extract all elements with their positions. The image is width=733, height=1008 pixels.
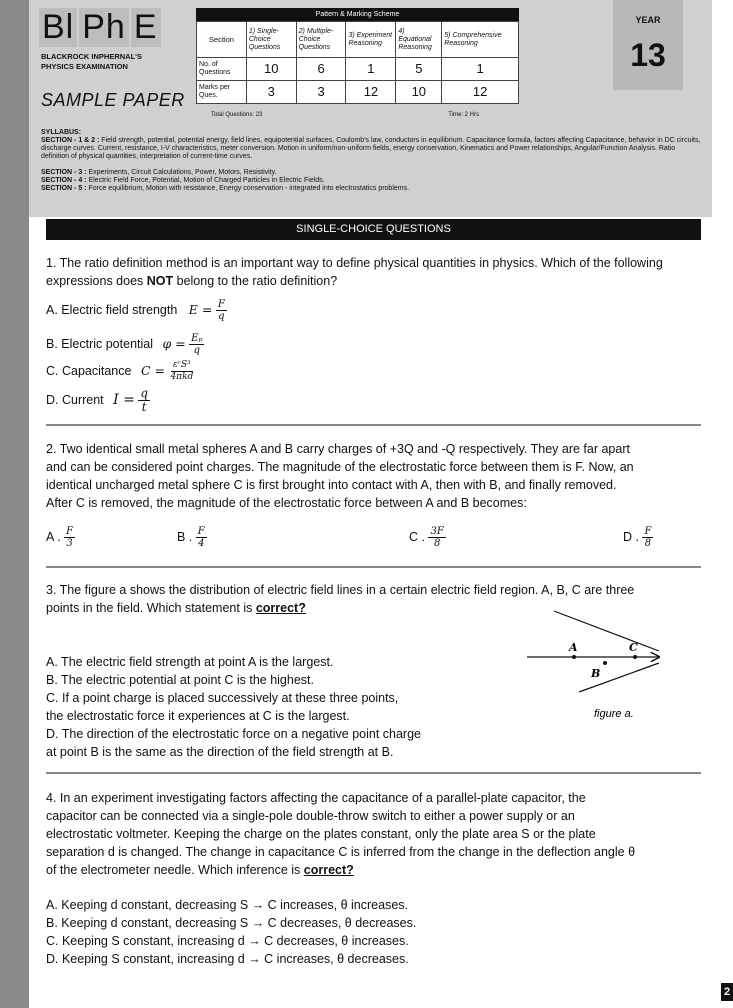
q1-option-b: B. Electric potential φ = $\frac{\text{Eₚ}}{q}$ xyxy=(46,333,203,356)
logo-part-1: Bl xyxy=(39,8,77,47)
q4-options xyxy=(46,896,701,968)
cell: 12 xyxy=(442,81,519,104)
syllabus-s4: SECTION - 4 : Electric Field Force, Potential, Motion of Charged Particles in Electric Fields. xyxy=(41,177,325,184)
year-value: 13 xyxy=(630,37,666,73)
left-sidebar-strip xyxy=(0,0,29,1008)
label-b: B xyxy=(591,667,601,680)
col-header: 4) Equational Reasoning xyxy=(396,22,442,58)
q2-line: and can be considered point charges. The magnitude of the electrostatic force between them is F. Now, an xyxy=(46,460,634,474)
q2-option-a: A . $\frac{F}{3}$ xyxy=(46,526,74,549)
row-label: No. of Questions xyxy=(197,58,247,81)
figure-caption: figure a. xyxy=(594,708,634,720)
time-limit: Time: 2 Hrs xyxy=(448,112,479,118)
syllabus-s5: SECTION - 5 : Force equilibrium, Motion with resistance, Energy conservation - integrated into electrostatics problems. xyxy=(41,185,410,192)
school-line-1: BLACKROCK INPHERNAL'S xyxy=(41,52,142,61)
q3-line: points in the field. Which statement is correct? xyxy=(46,601,306,615)
q4-line: electrostatic voltmeter. Keeping the charge on the plates constant, only the plate area S or the plate xyxy=(46,827,596,841)
logo xyxy=(39,8,163,47)
header-band xyxy=(29,0,712,217)
q4-line: separation d is changed. The change in capacitance C is inferred from the change in the deflection angle θ xyxy=(46,845,636,859)
q3-option-c-cont: the electrostatic force it experiences at C is the largest. xyxy=(46,709,350,723)
q3-line: 3. The figure a shows the distribution of electric field lines in a certain electric field region. A, B, C are three xyxy=(46,583,635,597)
q4-option-d: D. Keeping S constant, increasing d → C increases, θ decreases. xyxy=(46,952,409,966)
scheme-title: Pattern & Marking Scheme xyxy=(196,8,519,21)
point-c-dot xyxy=(633,655,637,659)
question-1-stem: 1. The ratio definition method is an important way to define physical quantities in physics. Which of the following expressions does NOT belong to the ratio definition? xyxy=(46,256,663,288)
point-b-dot xyxy=(603,661,607,665)
q2-line: identical uncharged metal sphere C is first brought into contact with A, then with B, and finally removed. xyxy=(46,478,617,492)
divider xyxy=(46,772,701,774)
q2-option-c: C . $\frac{3F}{8}$ xyxy=(409,526,444,549)
label-a: A xyxy=(569,641,578,654)
divider xyxy=(46,566,701,568)
cell: 3 xyxy=(296,81,346,104)
q2-line: 2. Two identical small metal spheres A and B carry charges of +3Q and -Q respectively. They are far apart xyxy=(46,442,630,456)
logo-part-2: Ph xyxy=(79,8,129,47)
q2-option-b: B . $\frac{F}{4}$ xyxy=(177,526,205,549)
total-questions: Total Questions: 23 xyxy=(211,112,263,118)
cell: 1 xyxy=(442,58,519,81)
row-label: Marks per Ques. xyxy=(197,81,247,104)
syllabus-s3: SECTION - 3 : Experiments, Circuit Calculations, Power, Motors, Resistivity. xyxy=(41,169,277,176)
school-name xyxy=(41,52,142,72)
syllabus xyxy=(41,129,701,193)
q4-option-a: A. Keeping d constant, decreasing S → C increases, θ increases. xyxy=(46,898,408,912)
q3-options xyxy=(46,653,476,761)
col-header: 3) Experiment Reasoning xyxy=(346,22,396,58)
label-c: C xyxy=(629,641,638,654)
q2-option-d: D . $\frac{F}{8}$ xyxy=(623,526,652,549)
col-header: 2) Multiple-Choice Questions xyxy=(296,22,346,58)
q1-option-d: D. Current I = $\frac{q}{t}$ xyxy=(46,386,149,414)
cell: 10 xyxy=(246,58,296,81)
cell: 6 xyxy=(296,58,346,81)
scheme-table xyxy=(196,21,519,104)
cell: 1 xyxy=(346,58,396,81)
cell: 12 xyxy=(346,81,396,104)
syllabus-s12: SECTION - 1 & 2 : Field strength, potential, potential energy, field lines, equipotential surfaces, Coulomb's law, conductors in equilibrium. Capacitance formula, factors affecting Capacitance, behavior in DC circuits, discharge curves. Current, resistance, I-V characteristics, meter conversion. Motion in uniform/non-uniform fields, energy conservation, Kinematics and Power relationships, Angular/Function Analysis. Ratio definition of physical quantities, interpretation of current-time curves. xyxy=(41,137,701,160)
q4-option-b: B. Keeping d constant, decreasing S → C decreases, θ decreases. xyxy=(46,916,417,930)
page-number: 2 xyxy=(721,983,733,1001)
col-header: 5) Comprehensive Reasoning xyxy=(442,22,519,58)
exam-page xyxy=(29,0,731,1008)
q4-line: of the electrometer needle. Which inference is correct? xyxy=(46,863,354,877)
q3-option-d-cont: at point B is the same as the direction of the field strength at B. xyxy=(46,745,394,759)
year-label: YEAR xyxy=(635,15,661,25)
marking-scheme xyxy=(196,8,519,104)
col-header: 1) Single-Choice Questions xyxy=(246,22,296,58)
school-line-2: PHYSICS EXAMINATION xyxy=(41,62,128,71)
section-label: Section xyxy=(197,22,247,58)
cell: 5 xyxy=(396,58,442,81)
q3-option-c: C. If a point charge is placed successively at these three points, xyxy=(46,691,399,705)
q4-line: capacitor can be connected via a single-pole double-throw switch to either a power supply or an xyxy=(46,809,575,823)
q3-option-a: A. The electric field strength at point A is the largest. xyxy=(46,655,334,669)
field-lines-figure xyxy=(519,605,689,725)
q4-line: 4. In an experiment investigating factors affecting the capacitance of a parallel-plate capacitor, the xyxy=(46,791,586,805)
year-box xyxy=(613,0,683,90)
q3-option-d: D. The direction of the electrostatic force on a negative point charge xyxy=(46,727,421,741)
cell: 3 xyxy=(246,81,296,104)
logo-part-3: E xyxy=(131,8,161,47)
point-a-dot xyxy=(572,655,576,659)
q1-option-c: C. Capacitance C = $\frac{\text{εʳS³}}{\text{4πkd}}$ xyxy=(46,360,194,382)
q4-option-c: C. Keeping S constant, increasing d → C decreases, θ increases. xyxy=(46,934,409,948)
q2-line: After C is removed, the magnitude of the electrostatic force between A and B becomes: xyxy=(46,496,527,510)
cell: 10 xyxy=(396,81,442,104)
syllabus-heading: SYLLABUS: xyxy=(41,129,82,136)
divider xyxy=(46,424,701,426)
question-4-stem xyxy=(46,789,701,879)
section-title: SINGLE-CHOICE QUESTIONS xyxy=(46,219,701,240)
question-2-stem xyxy=(46,440,701,512)
q1-option-a: A. Electric field strength E = $\frac{F}{q}$ xyxy=(46,299,225,322)
q3-option-b: B. The electric potential at point C is the highest. xyxy=(46,673,314,687)
paper-type: SAMPLE PAPER xyxy=(41,90,185,110)
